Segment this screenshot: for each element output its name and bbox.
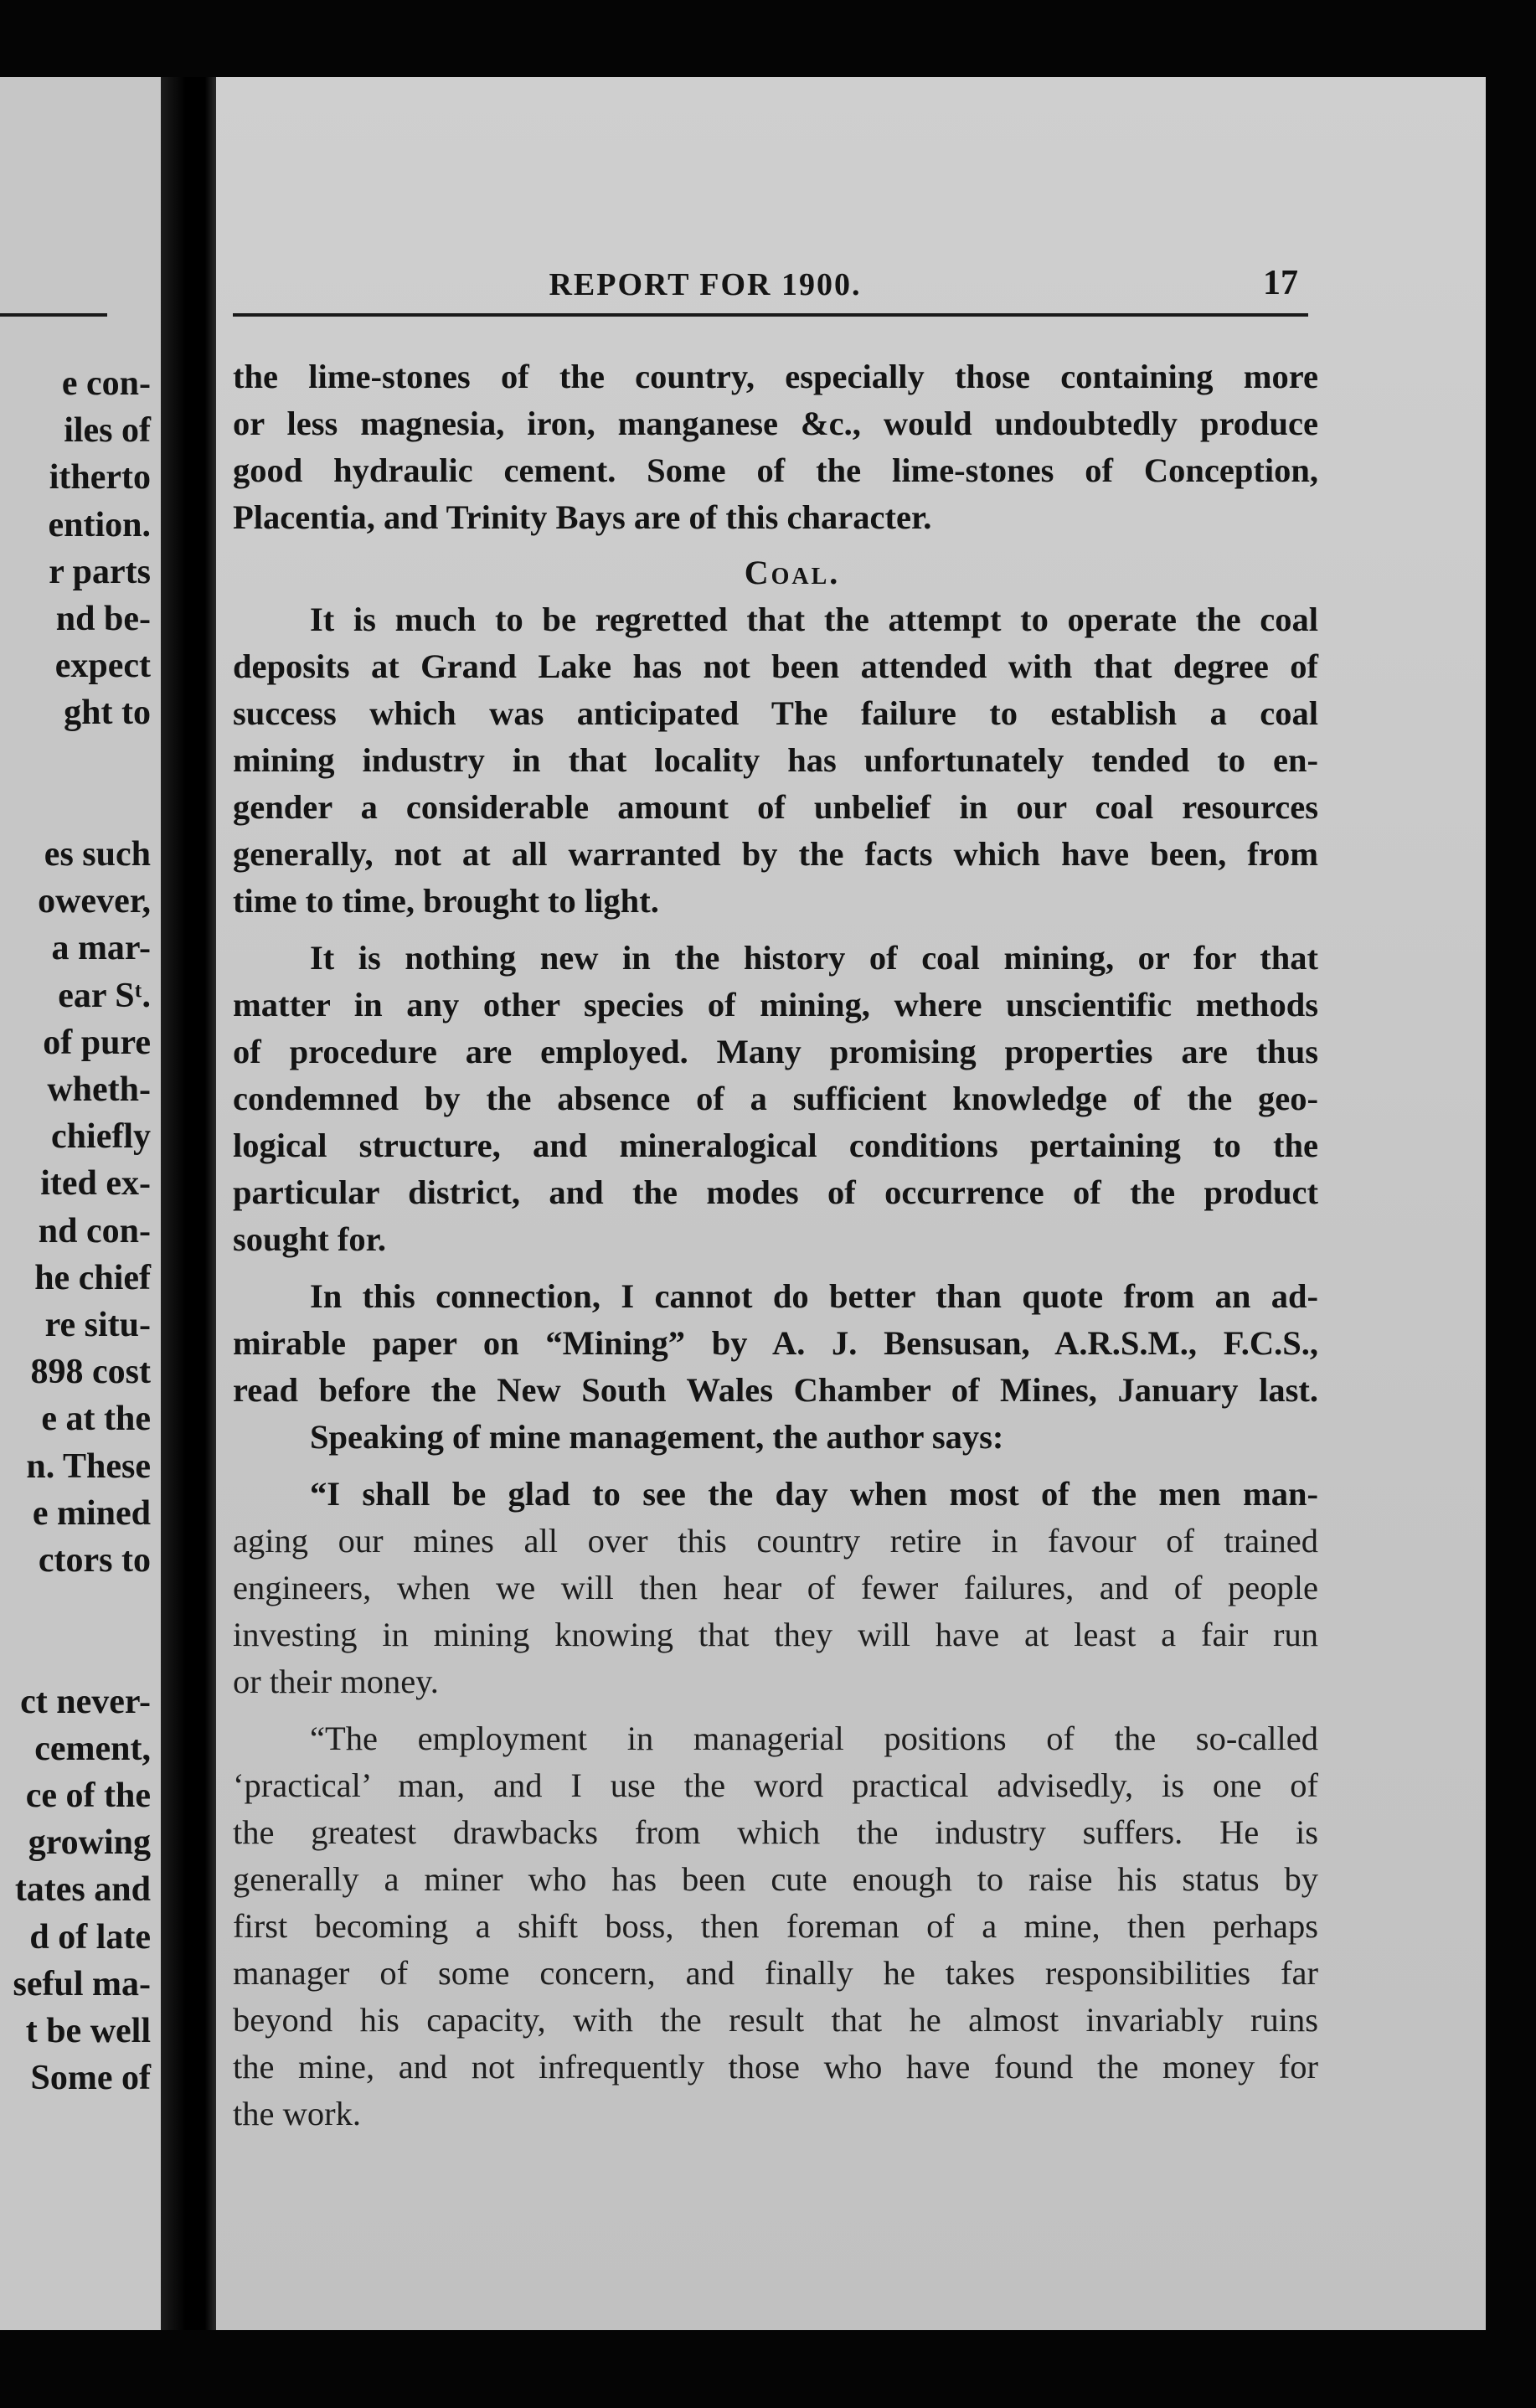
quote-paragraph-practical-man bbox=[233, 1715, 1318, 2137]
text-line: gender a considerable amount of unbelief in our coal resources bbox=[233, 788, 1318, 826]
left-page-line: chiefly bbox=[51, 1117, 151, 1157]
left-page-line: a mar- bbox=[51, 929, 151, 968]
left-page-line: nd be- bbox=[55, 600, 151, 638]
left-page-line: e mined bbox=[32, 1493, 151, 1533]
left-page-line: e at the bbox=[41, 1400, 151, 1439]
left-page-fragment bbox=[0, 77, 161, 2330]
left-page-line: es such bbox=[44, 835, 151, 874]
left-page-line: d of late bbox=[29, 1917, 151, 1957]
text-line: Placentia, and Trinity Bays are of this character. bbox=[233, 498, 932, 536]
left-page-line: he chief bbox=[34, 1258, 151, 1297]
text-line: particular district, and the modes of occurrence of the product bbox=[233, 1173, 1318, 1211]
left-page-line: ght to bbox=[64, 694, 151, 733]
left-page-line: ention. bbox=[48, 505, 151, 544]
left-page-line: itherto bbox=[49, 458, 151, 498]
left-header-rule bbox=[0, 313, 107, 317]
left-page-line: of pure bbox=[43, 1023, 151, 1062]
page-header bbox=[233, 260, 1298, 310]
left-page-line: ctors to bbox=[38, 1541, 151, 1580]
paragraph-speaking bbox=[233, 1414, 1318, 1461]
text-line: of procedure are employed. Many promising properties are thus bbox=[233, 1033, 1318, 1070]
left-page-line: iles of bbox=[64, 411, 151, 451]
text-line: the greatest drawbacks from which the industry suffers. He is bbox=[233, 1813, 1318, 1851]
text-line: first becoming a shift boss, then foreman of a mine, then perhaps bbox=[233, 1907, 1318, 1945]
text-line: Speaking of mine management, the author says: bbox=[310, 1418, 1004, 1456]
text-line: In this connection, I cannot do better than quote from an ad- bbox=[310, 1277, 1318, 1315]
left-page-line: n. These bbox=[26, 1446, 151, 1486]
text-line: beyond his capacity, with the result that he almost invariably ruins bbox=[233, 2001, 1318, 2039]
right-page bbox=[216, 77, 1486, 2330]
page-number: 17 bbox=[1263, 264, 1298, 302]
left-page-line: wheth- bbox=[47, 1070, 151, 1109]
text-line: aging our mines all over this country retire in favour of trained bbox=[233, 1522, 1318, 1560]
text-line: It is much to be regretted that the attempt to operate the coal bbox=[310, 601, 1318, 638]
left-page-line: t be well bbox=[25, 2012, 151, 2050]
text-line: “I shall be glad to see the day when most of the men man- bbox=[310, 1475, 1318, 1513]
text-line: logical structure, and mineralogical conditions pertaining to the bbox=[233, 1127, 1318, 1164]
text-line: success which was anticipated The failure to establish a coal bbox=[233, 694, 1318, 732]
left-page-line: cement, bbox=[34, 1729, 151, 1768]
body-text bbox=[233, 353, 1318, 2137]
text-line: sought for. bbox=[233, 1220, 387, 1258]
left-page-line: 898 cost bbox=[30, 1353, 151, 1392]
left-page-line: seful ma- bbox=[13, 1964, 151, 2003]
left-page-line: re situ- bbox=[44, 1306, 151, 1344]
text-line: the mine, and not infrequently those who have found the money for bbox=[233, 2048, 1318, 2086]
paragraph-connection bbox=[233, 1273, 1318, 1414]
text-line: the work. bbox=[233, 2095, 361, 2132]
left-page-line: ce of the bbox=[25, 1776, 151, 1815]
header-rule bbox=[233, 313, 1308, 317]
text-line: manager of some concern, and finally he takes responsibilities far bbox=[233, 1954, 1318, 1992]
text-line: matter in any other species of mining, where unscientific methods bbox=[233, 986, 1318, 1024]
paragraph-lime-stones bbox=[233, 353, 1318, 541]
text-line: mirable paper on “Mining” by A. J. Bensusan, A.R.S.M., F.C.S., bbox=[233, 1324, 1318, 1362]
text-line: the lime-stones of the country, especially those containing more bbox=[233, 358, 1318, 395]
text-line: investing in mining knowing that they will have at least a fair run bbox=[233, 1616, 1318, 1653]
text-line: or their money. bbox=[233, 1663, 439, 1700]
text-line: read before the New South Wales Chamber of Mines, January last. bbox=[233, 1371, 1318, 1409]
text-line: mining industry in that locality has unfortunately tended to en- bbox=[233, 741, 1318, 779]
left-page-line: Some of bbox=[30, 2059, 151, 2098]
left-page-line: nd con- bbox=[38, 1211, 151, 1250]
text-line: condemned by the absence of a sufficient knowledge of the geo- bbox=[233, 1080, 1318, 1117]
left-page-line: owever, bbox=[38, 882, 151, 921]
text-line: generally a miner who has been cute enough to raise his status by bbox=[233, 1860, 1318, 1898]
left-page-line: ct never- bbox=[20, 1682, 151, 1721]
paragraph-coal-mining-history bbox=[233, 935, 1318, 1263]
left-page-line: e con- bbox=[61, 364, 151, 403]
text-line: deposits at Grand Lake has not been attended with that degree of bbox=[233, 647, 1318, 685]
quote-paragraph-engineers bbox=[233, 1471, 1318, 1705]
book-gutter bbox=[161, 77, 216, 2330]
text-line: time to time, brought to light. bbox=[233, 882, 659, 920]
text-line: generally, not at all warranted by the facts which have been, from bbox=[233, 835, 1318, 873]
left-page-line: tates and bbox=[14, 1870, 151, 1910]
text-line: ‘practical’ man, and I use the word practical advisedly, is one of bbox=[233, 1766, 1318, 1804]
left-page-line: ear Sᵗ. bbox=[58, 976, 151, 1015]
left-page-line: ited ex- bbox=[40, 1164, 151, 1204]
text-line: “The employment in managerial positions of the so-called bbox=[310, 1720, 1318, 1757]
left-page-line: r parts bbox=[49, 552, 151, 591]
text-line: It is nothing new in the history of coal mining, or for that bbox=[310, 939, 1318, 977]
left-page-line: growing bbox=[28, 1823, 151, 1863]
section-heading-coal: Coal. bbox=[744, 554, 841, 591]
paragraph-grand-lake bbox=[233, 596, 1318, 925]
text-line: engineers, when we will then hear of fewer failures, and of people bbox=[233, 1569, 1318, 1606]
text-line: good hydraulic cement. Some of the lime-stones of Conception, bbox=[233, 451, 1318, 489]
text-line: or less magnesia, iron, manganese &c., would undoubtedly produce bbox=[233, 405, 1318, 442]
running-head: REPORT FOR 1900. bbox=[549, 267, 862, 302]
left-page-line: expect bbox=[54, 647, 151, 686]
